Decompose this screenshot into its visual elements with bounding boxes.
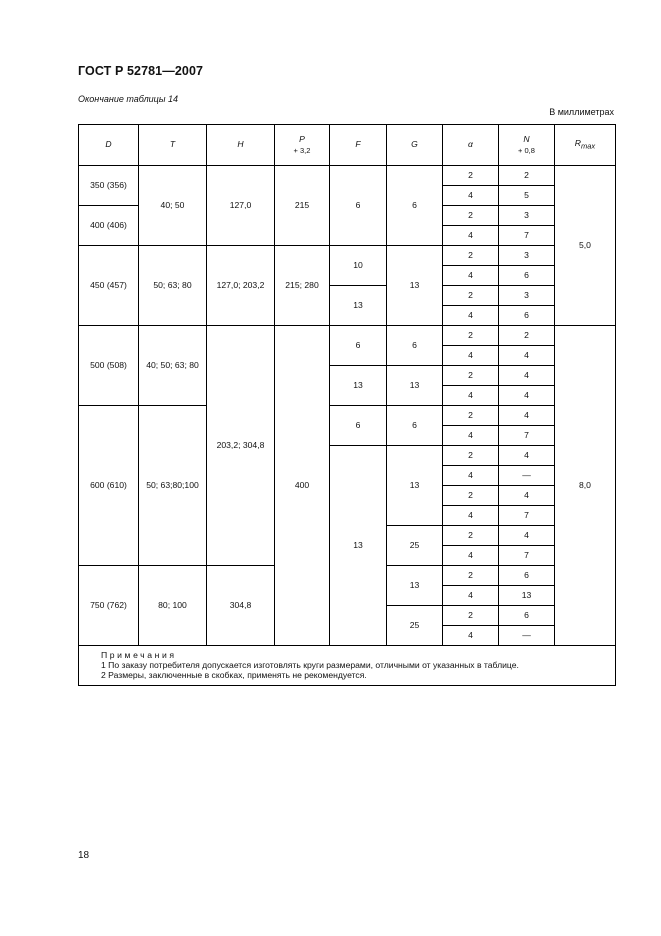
cell-d: 450 (457): [79, 246, 139, 326]
cell-g: 6: [387, 166, 443, 246]
col-header-p: [275, 125, 330, 166]
cell-alpha: 4: [443, 226, 499, 246]
cell-f: 13: [330, 366, 387, 406]
cell-n: —: [499, 626, 555, 646]
table-notes: [79, 646, 616, 686]
col-header-d: D: [79, 125, 139, 166]
cell-alpha: 4: [443, 306, 499, 326]
cell-f: 13: [330, 286, 387, 326]
cell-alpha: 2: [443, 566, 499, 586]
cell-n: 6: [499, 606, 555, 626]
cell-d: 500 (508): [79, 326, 139, 406]
col-header-rmax-subscript: max: [581, 141, 596, 151]
col-header-g: G: [387, 125, 443, 166]
cell-alpha: 2: [443, 406, 499, 426]
cell-n: 2: [499, 326, 555, 346]
cell-alpha: 2: [443, 366, 499, 386]
cell-alpha: 2: [443, 486, 499, 506]
cell-n: —: [499, 466, 555, 486]
units-label: В миллиметрах: [549, 107, 614, 117]
cell-alpha: 4: [443, 266, 499, 286]
table-row: [79, 166, 616, 186]
table-row: [79, 406, 616, 426]
page-number: 18: [78, 850, 90, 861]
notes-row: [79, 646, 616, 686]
cell-n: 4: [499, 406, 555, 426]
col-header-h: H: [207, 125, 275, 166]
cell-alpha: 2: [443, 526, 499, 546]
dimensions-table: [78, 124, 616, 686]
col-header-t: T: [139, 125, 207, 166]
cell-p: 215; 280: [275, 246, 330, 326]
cell-n: 7: [499, 226, 555, 246]
cell-g: 13: [387, 566, 443, 606]
cell-n: 3: [499, 206, 555, 226]
cell-alpha: 2: [443, 446, 499, 466]
cell-alpha: 4: [443, 546, 499, 566]
note-item: 1 По заказу потребителя допускается изготовлять круги размерами, отличными от указанных в таблице.: [101, 659, 519, 670]
document-header: ГОСТ Р 52781—2007: [78, 64, 204, 78]
cell-alpha: 4: [443, 386, 499, 406]
cell-alpha: 4: [443, 586, 499, 606]
cell-alpha: 4: [443, 506, 499, 526]
cell-p: 215: [275, 166, 330, 246]
cell-h: 127,0; 203,2: [207, 246, 275, 326]
cell-rmax: 8,0: [555, 326, 616, 646]
cell-n: 4: [499, 486, 555, 506]
col-header-p-label: P: [299, 133, 305, 144]
cell-d: 400 (406): [79, 206, 139, 246]
cell-alpha: 4: [443, 186, 499, 206]
col-header-p-tolerance: + 3,2: [293, 145, 311, 155]
cell-g: 13: [387, 446, 443, 526]
cell-alpha: 4: [443, 466, 499, 486]
cell-alpha: 2: [443, 326, 499, 346]
col-header-n: [499, 125, 555, 166]
cell-n: 7: [499, 426, 555, 446]
cell-n: 4: [499, 346, 555, 366]
cell-n: 13: [499, 586, 555, 606]
col-header-rmax-label: R: [574, 137, 582, 148]
cell-alpha: 2: [443, 286, 499, 306]
cell-n: 4: [499, 446, 555, 466]
cell-alpha: 4: [443, 626, 499, 646]
notes-title: Примечания: [101, 650, 177, 660]
cell-p: 400: [275, 326, 330, 646]
cell-h: 203,2; 304,8: [207, 326, 275, 566]
cell-alpha: 2: [443, 206, 499, 226]
col-header-rmax: [555, 125, 616, 166]
cell-d: 350 (356): [79, 166, 139, 206]
table-header-row: [79, 125, 616, 166]
col-header-alpha: α: [443, 125, 499, 166]
cell-t: 40; 50; 63; 80: [139, 326, 207, 406]
col-header-n-label: N: [523, 133, 530, 144]
cell-g: 25: [387, 606, 443, 646]
cell-alpha: 2: [443, 246, 499, 266]
table-row: [79, 326, 616, 346]
cell-t: 40; 50: [139, 166, 207, 246]
cell-t: 50; 63; 80: [139, 246, 207, 326]
cell-n: 4: [499, 386, 555, 406]
cell-d: 750 (762): [79, 566, 139, 646]
table-caption: Окончание таблицы 14: [78, 94, 178, 104]
cell-g: 6: [387, 326, 443, 366]
cell-alpha: 4: [443, 346, 499, 366]
col-header-n-tolerance: + 0,8: [518, 145, 535, 155]
cell-alpha: 2: [443, 166, 499, 186]
cell-f: 6: [330, 326, 387, 366]
cell-h: 127,0: [207, 166, 275, 246]
cell-g: 6: [387, 406, 443, 446]
cell-n: 4: [499, 526, 555, 546]
cell-n: 4: [499, 366, 555, 386]
cell-f: 10: [330, 246, 387, 286]
cell-t: 80; 100: [139, 566, 207, 646]
cell-rmax: 5,0: [555, 166, 616, 326]
cell-t: 50; 63;80;100: [139, 406, 207, 566]
cell-f: 6: [330, 406, 387, 446]
cell-n: 7: [499, 506, 555, 526]
cell-n: 2: [499, 166, 555, 186]
cell-f: 13: [330, 446, 387, 646]
cell-f: 6: [330, 166, 387, 246]
cell-n: 3: [499, 286, 555, 306]
cell-d: 600 (610): [79, 406, 139, 566]
cell-n: 6: [499, 266, 555, 286]
cell-n: 7: [499, 546, 555, 566]
cell-g: 25: [387, 526, 443, 566]
note-item: 2 Размеры, заключенные в скобках, применять не рекомендуется.: [101, 669, 367, 680]
cell-g: 13: [387, 366, 443, 406]
cell-h: 304,8: [207, 566, 275, 646]
table-row: [79, 246, 616, 266]
cell-alpha: 2: [443, 606, 499, 626]
cell-alpha: 4: [443, 426, 499, 446]
col-header-f: F: [330, 125, 387, 166]
cell-n: 6: [499, 566, 555, 586]
cell-n: 6: [499, 306, 555, 326]
cell-g: 13: [387, 246, 443, 326]
cell-n: 3: [499, 246, 555, 266]
cell-n: 5: [499, 186, 555, 206]
